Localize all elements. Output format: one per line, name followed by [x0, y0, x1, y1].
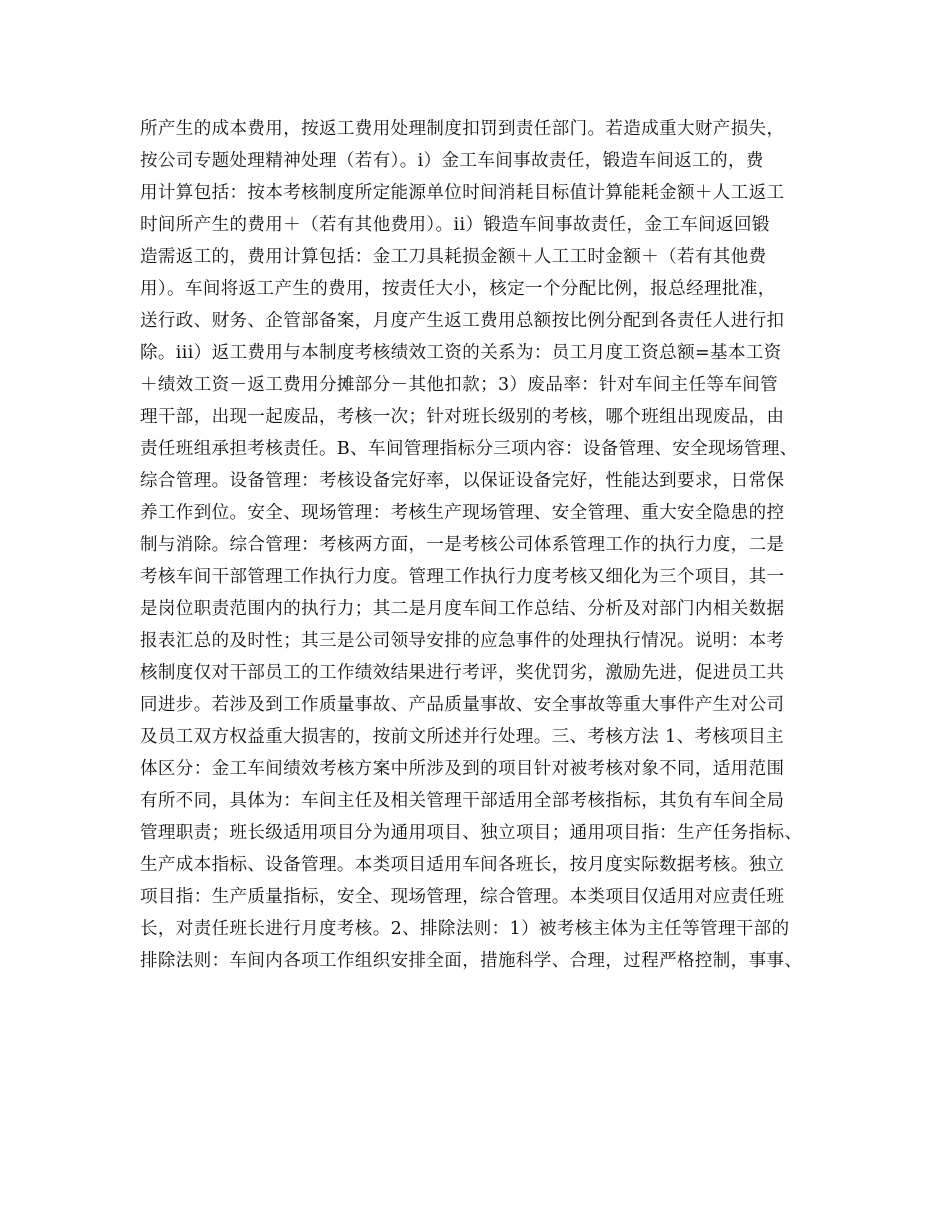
text-line: 责任班组承担考核责任。B、车间管理指标分三项内容：设备管理、安全现场管理、	[140, 439, 798, 459]
text-line: 时间所产生的费用＋（若有其他费用）。ii）锻造车间事故责任，金工车间返回锻	[140, 215, 770, 235]
text-line: 综合管理。设备管理：考核设备完好率，以保证设备完好，性能达到要求，日常保	[140, 471, 785, 491]
text-line: 生产成本指标、设备管理。本类项目适用车间各班长，按月度实际数据考核。独立	[140, 855, 785, 875]
text-line: 排除法则：车间内各项工作组织安排全面，措施科学、合理，过程严格控制，事事、	[140, 951, 803, 971]
body-text	[140, 113, 820, 977]
text-line: 养工作到位。安全、现场管理：考核生产现场管理、安全管理、重大安全隐患的控	[140, 503, 785, 523]
text-line: 报表汇总的及时性；其三是公司领导安排的应急事件的处理执行情况。说明：本考	[140, 631, 785, 651]
text-line: 体区分：金工车间绩效考核方案中所涉及到的项目针对被考核对象不同，适用范围	[140, 759, 785, 779]
text-line: 用）。车间将返工产生的费用，按责任大小，核定一个分配比例，报总经理批准，	[140, 279, 776, 299]
text-line: 送行政、财务、企管部备案，月度产生返工费用总额按比例分配到各责任人进行扣	[140, 311, 785, 331]
text-line: 制与消除。综合管理：考核两方面，一是考核公司体系管理工作的执行力度，二是	[140, 535, 785, 555]
text-line: 管理职责；班长级适用项目分为通用项目、独立项目；通用项目指：生产任务指标、	[140, 823, 803, 843]
text-line: 是岗位职责范围内的执行力；其二是月度车间工作总结、分析及对部门内相关数据	[140, 599, 785, 619]
text-line: 长，对责任班长进行月度考核。2、排除法则：1）被考核主体为主任等管理干部的	[140, 919, 790, 939]
text-line: 同进步。若涉及到工作质量事故、产品质量事故、安全事故等重大事件产生对公司	[140, 695, 785, 715]
text-line: ＋绩效工资－返工费用分摊部分－其他扣款；3）废品率：针对车间主任等车间管	[140, 375, 779, 395]
text-line: 考核车间干部管理工作执行力度。管理工作执行力度考核又细化为三个项目，其一	[140, 567, 785, 587]
text-line: 按公司专题处理精神处理（若有）。i）金工车间事故责任，锻造车间返工的，费	[140, 151, 764, 171]
text-line: 有所不同，具体为：车间主任及相关管理干部适用全部考核指标，其负有车间全局	[140, 791, 785, 811]
text-line: 除。iii）返工费用与本制度考核绩效工资的关系为：员工月度工资总额=基本工资	[140, 343, 782, 363]
text-line: 理干部，出现一起废品，考核一次；针对班长级别的考核，哪个班组出现废品，由	[140, 407, 785, 427]
text-line: 及员工双方权益重大损害的，按前文所述并行处理。三、考核方法 1、考核项目主	[140, 727, 784, 747]
text-line: 用计算包括：按本考核制度所定能源单位时间消耗目标值计算能耗金额＋人工返工	[140, 183, 785, 203]
text-line: 项目指：生产质量指标，安全、现场管理，综合管理。本类项目仅适用对应责任班	[140, 887, 785, 907]
text-line: 造需返工的，费用计算包括：金工刀具耗损金额＋人工工时金额＋（若有其他费	[140, 247, 767, 267]
text-line: 所产生的成本费用，按返工费用处理制度扣罚到责任部门。若造成重大财产损失，	[140, 119, 785, 139]
text-line: 核制度仅对干部员工的工作绩效结果进行考评，奖优罚劣，激励先进，促进员工共	[140, 663, 785, 683]
